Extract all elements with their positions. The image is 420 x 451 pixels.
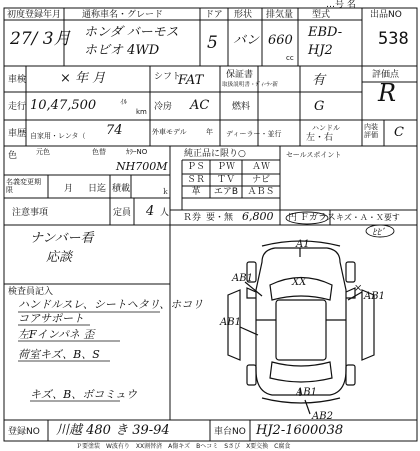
interior-score-value: C [394, 125, 404, 140]
color-original-label: 元色 [36, 148, 50, 156]
inspector-label: 検査員記入 [8, 287, 54, 297]
notes-line2: 応談 [46, 250, 73, 265]
damage-mark-front: A1 [296, 239, 310, 250]
damage-mark-hood: XX [292, 277, 307, 288]
handle-label: ハンドル [312, 124, 340, 132]
car-name-line2: ホビオ 4WD [84, 43, 160, 58]
history-options: 自家用・レンタ（ [30, 132, 86, 140]
inspector-note-4: 荷室キズ、B、S [18, 348, 100, 361]
fuel-value: G [314, 99, 325, 114]
model-value-line1: EBD- [308, 25, 343, 40]
damage-mark-right-x: × [354, 283, 363, 294]
car-name-label: 通称車名・グレード [82, 10, 164, 20]
shift-label: シフト [154, 72, 182, 82]
reg-no-value: 川越 480 き 39-94 [56, 423, 170, 438]
header-right-label: …号 名 [326, 0, 356, 10]
car-name-line1: ホンダ バーモス [84, 25, 179, 40]
front-glass-label: Ｆガラス [300, 213, 336, 223]
damage-legend: Ｐ要塗装 W波有り XX割替済 A傷キズ Bヘコミ Sさび X要交換 C腐食 [76, 443, 291, 450]
recycle-coupon-options: 要・無 [206, 213, 234, 223]
foreign-model-label: 外車モデル [152, 128, 187, 136]
capacity-label: 定員 [113, 208, 132, 218]
model-label: 型式 [312, 10, 331, 20]
color-number-label: ｶﾗｰNO [126, 148, 148, 156]
front-glass-value: キズ・Ａ・Ｘ要す [336, 213, 400, 222]
color-label: 色 [8, 151, 18, 161]
equip-aw: ＡＷ [251, 162, 270, 172]
equip-navi: ナビ [251, 175, 270, 185]
load-unit: ｋ [162, 188, 169, 196]
month-label: 月 [64, 184, 74, 194]
history-value: 74 [106, 123, 123, 138]
shift-value: FAT [178, 73, 204, 88]
equip-tv: ＴＶ [216, 175, 235, 185]
equip-sr: ＳＲ [186, 175, 205, 185]
chassis-no-value: HJ2-1600038 [256, 423, 344, 438]
recycle-amount: 6,800 [242, 210, 274, 223]
genuine-only-label: 純正品に限り○ [184, 149, 246, 159]
capacity-unit: 人 [160, 208, 170, 218]
cc-unit: cc [286, 54, 294, 62]
equip-abs: ＡＢＳ [247, 187, 275, 197]
model-value-line2: HJ2 [308, 43, 333, 58]
equip-pw: ＰＷ [216, 162, 235, 172]
yen-unit: 円 [288, 213, 298, 223]
damage-mark-rear: AB1 [296, 387, 317, 398]
warranty-value: 有 [312, 73, 326, 88]
mileage-label: 走行 [8, 102, 27, 112]
inspector-note-1: ハンドルスレ、シートヘタリ、ホコリ [18, 298, 204, 311]
shape-label: 形状 [234, 10, 253, 20]
inspector-note-5: キズ、B、ボコミュウ [30, 388, 137, 401]
inspection-label: 車検 [8, 75, 27, 85]
door-label: ドア [205, 10, 223, 20]
score-value: R [378, 79, 397, 107]
damage-mark-left: AB1 [220, 317, 241, 328]
notes-label: 注意事項 [12, 208, 49, 218]
first-reg-label: 初度登録年月 [7, 10, 62, 20]
day-until-label: 日迄 [88, 184, 107, 194]
damage-mark-crack: ﾋﾋﾞ [372, 228, 386, 238]
chassis-no-label: 車台NO [214, 427, 246, 437]
warranty-sub-label: 取扱説明書・ﾃﾞｨｰﾗｰ新 [222, 81, 278, 88]
handle-options: 左・右 [306, 133, 334, 143]
warranty-label: 保証書 [226, 70, 254, 80]
reg-no-label: 登録NO [8, 427, 40, 437]
ac-label: 冷房 [154, 102, 173, 112]
first-reg-value: 27/ 3月 [10, 29, 71, 49]
mileage-unit-km: km [136, 108, 147, 116]
displacement-value: 660 [268, 33, 293, 48]
inspector-note-2: コアサポート [18, 312, 84, 325]
door-value: 5 [207, 33, 218, 53]
history-label: 車歴 [8, 129, 27, 139]
capacity-value: 4 [146, 204, 155, 219]
interior-score-label: 内装評価 [364, 123, 378, 139]
inspection-value: × 年 月 [60, 71, 106, 86]
sales-point-label: セールスポイント [286, 151, 342, 159]
damage-mark-rear-bumper: AB2 [312, 411, 333, 422]
color-code-value: NH700M [116, 160, 168, 173]
displacement-label: 排気量 [266, 10, 294, 20]
shape-value: バン [233, 33, 260, 48]
equip-leather: 革 [191, 187, 201, 197]
mileage-value: 10,47,500 [30, 98, 97, 113]
name-change-label: 名義変更期限 [6, 178, 41, 194]
dealer-label: ディーラー・並行 [226, 130, 282, 138]
equip-airbag: エアB [213, 187, 239, 197]
lot-number-label: 出品NO [370, 10, 402, 20]
damage-mark-right: AB1 [364, 291, 385, 302]
mileage-unit-mile: ｲﾙ [120, 98, 127, 106]
ac-value: AC [190, 98, 210, 113]
color-changed-label: 色替 [92, 148, 106, 156]
foreign-year-unit: 年 [206, 128, 213, 136]
damage-mark-front-left: AB1 [232, 273, 253, 284]
lot-number-value: 538 [378, 29, 409, 49]
notes-line1: ナンバー看 [30, 231, 94, 246]
equip-ps: ＰＳ [186, 162, 205, 172]
load-label: 積載 [112, 184, 131, 194]
recycle-coupon-label: Ｒ券 [183, 213, 202, 223]
score-label: 評価点 [372, 70, 400, 80]
fuel-label: 燃料 [232, 102, 251, 112]
inspector-note-3: 左Fインパネ 歪 [18, 328, 95, 341]
